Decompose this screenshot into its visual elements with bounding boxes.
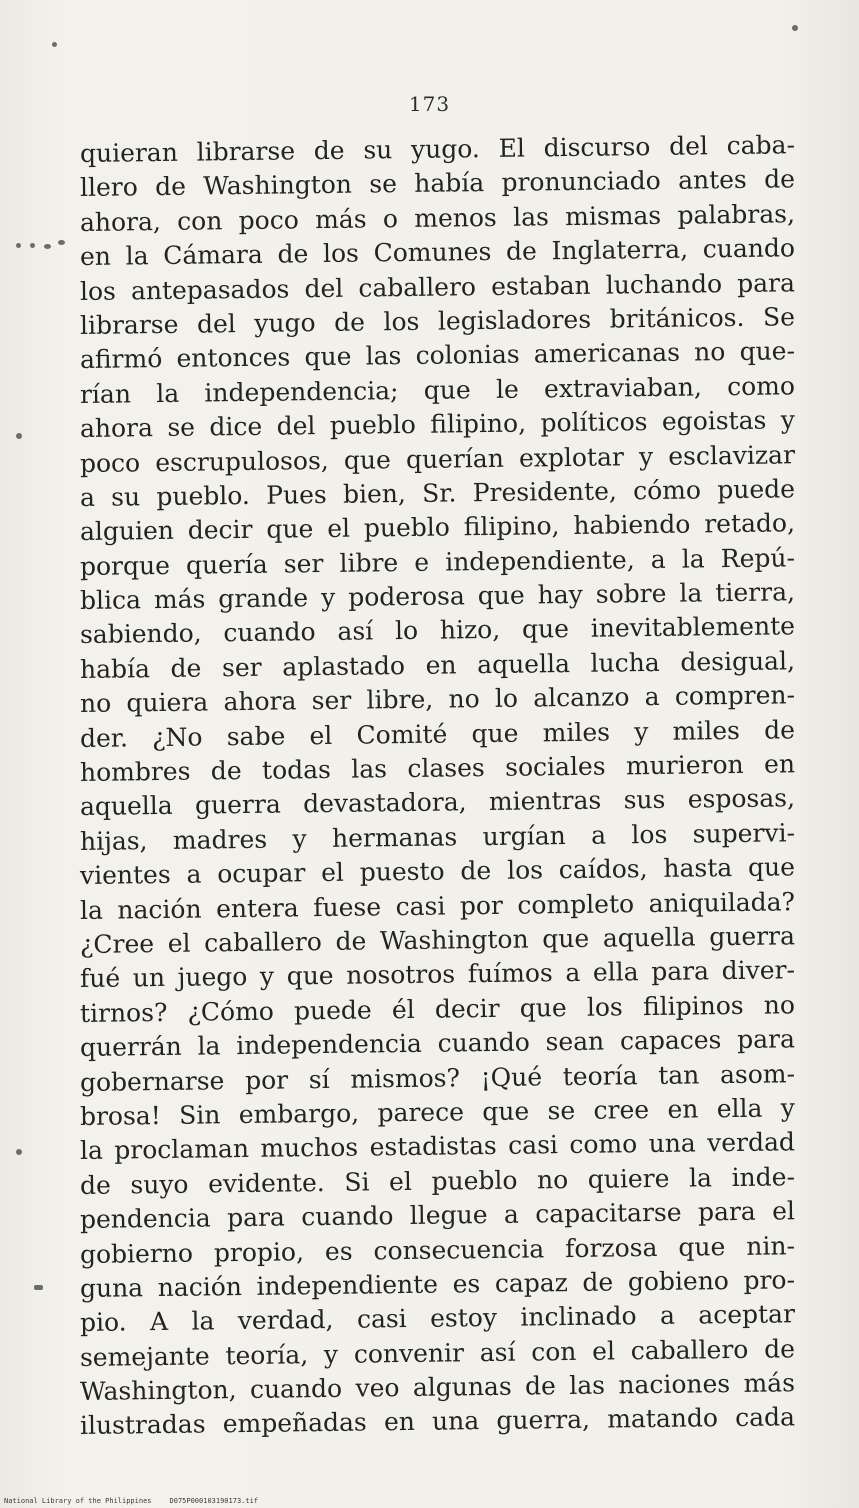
- text-line: había de ser aplastado en aquella lucha desigual,: [79, 646, 796, 684]
- scan-speck: [16, 1149, 22, 1155]
- footer-library: National Library of the Philippines: [4, 1497, 152, 1505]
- text-line: tirnos? ¿Cómo puede él decir que los filipinos no: [79, 990, 796, 1028]
- text-line: Washington, cuando veo algunas de las naciones más: [79, 1368, 796, 1407]
- footer-file-id: D075P000103190173.tif: [169, 1497, 259, 1505]
- text-line: hijas, madres y hermanas urgían a los supervi-: [79, 818, 796, 856]
- text-line: blica más grande y poderosa que hay sobre la tierra,: [79, 577, 796, 616]
- text-line: pendencia para cuando llegue a capacitarse para el: [79, 1196, 796, 1235]
- text-line: brosa! Sin embargo, parece que se cree en ella y: [79, 1093, 796, 1131]
- text-line: gobernarse por sí mismos? ¡Qué teoría tan asom-: [79, 1058, 796, 1097]
- scan-speck: [44, 244, 51, 249]
- page-number: 173: [408, 92, 451, 116]
- text-line: no quiera ahora ser libre, no lo alcanzo a compren-: [79, 680, 796, 719]
- text-line: pio. A la verdad, casi estoy inclinado a aceptar: [79, 1299, 796, 1338]
- text-line: ¿Cree el caballero de Washington que aquella guerra: [79, 921, 796, 959]
- text-line: llero de Washington se había pronunciado antes de: [79, 164, 796, 203]
- text-line: librarse del yugo de los legisladores británicos. Se: [79, 302, 796, 340]
- text-line: fué un juego y que nosotros fuímos a ella para diver-: [79, 955, 796, 994]
- text-line: a su pueblo. Pues bien, Sr. Presidente, cómo puede: [79, 474, 796, 512]
- text-line: alguien decir que el pueblo filipino, habiendo retado,: [79, 508, 796, 547]
- scan-speck: [52, 42, 57, 47]
- text-line: gobierno propio, es consecuencia forzosa que nin-: [79, 1230, 796, 1269]
- text-line: ilustradas empeñadas en una guerra, matando cada: [79, 1402, 796, 1441]
- text-line: sabiendo, cuando así lo hizo, que inevitablemente: [79, 611, 796, 650]
- scan-footer: [4, 1497, 258, 1505]
- text-line: en la Cámara de los Comunes de Inglaterra, cuando: [79, 233, 796, 272]
- text-line: aquella guerra devastadora, mientras sus esposas,: [79, 783, 796, 822]
- scan-speck: [16, 243, 21, 248]
- scan-speck: [792, 25, 798, 31]
- text-line: la proclaman muchos estadistas casi como una verdad: [79, 1127, 796, 1166]
- text-line: ahora se dice del pueblo filipino, políticos egoistas y: [79, 405, 796, 444]
- text-line: semejante teoría, y convenir así con el caballero de: [79, 1333, 796, 1372]
- text-line: porque quería ser libre e independiente, a la Repú-: [79, 542, 796, 581]
- body-text: [79, 130, 796, 1444]
- text-line: der. ¿No sabe el Comité que miles y miles de: [79, 714, 796, 753]
- text-line: rían la independencia; que le extraviaban, como: [79, 371, 796, 409]
- text-line: querrán la independencia cuando sean capaces para: [79, 1024, 796, 1063]
- text-line: quieran librarse de su yugo. El discurso del caba-: [79, 130, 796, 168]
- text-line: poco escrupulosos, que querían explotar y esclavizar: [79, 439, 796, 478]
- text-line: vientes a ocupar el puesto de los caídos, hasta que: [79, 852, 796, 891]
- text-line: afirmó entonces que las colonias americanas no que-: [79, 336, 796, 375]
- scan-speck: [16, 433, 22, 439]
- text-line: guna nación independiente es capaz de gobieno pro-: [79, 1265, 796, 1303]
- text-line: la nación entera fuese casi por completo aniquilada?: [79, 886, 796, 925]
- scan-speck: [30, 243, 35, 248]
- text-line: hombres de todas las clases sociales murieron en: [79, 749, 796, 788]
- text-line: los antepasados del caballero estaban luchando para: [79, 267, 796, 306]
- text-line: de suyo evidente. Si el pueblo no quiere la inde-: [79, 1161, 796, 1200]
- scan-speck: [58, 240, 65, 245]
- text-line: ahora, con poco más o menos las mismas palabras,: [79, 199, 796, 237]
- scan-speck: [34, 1285, 43, 1290]
